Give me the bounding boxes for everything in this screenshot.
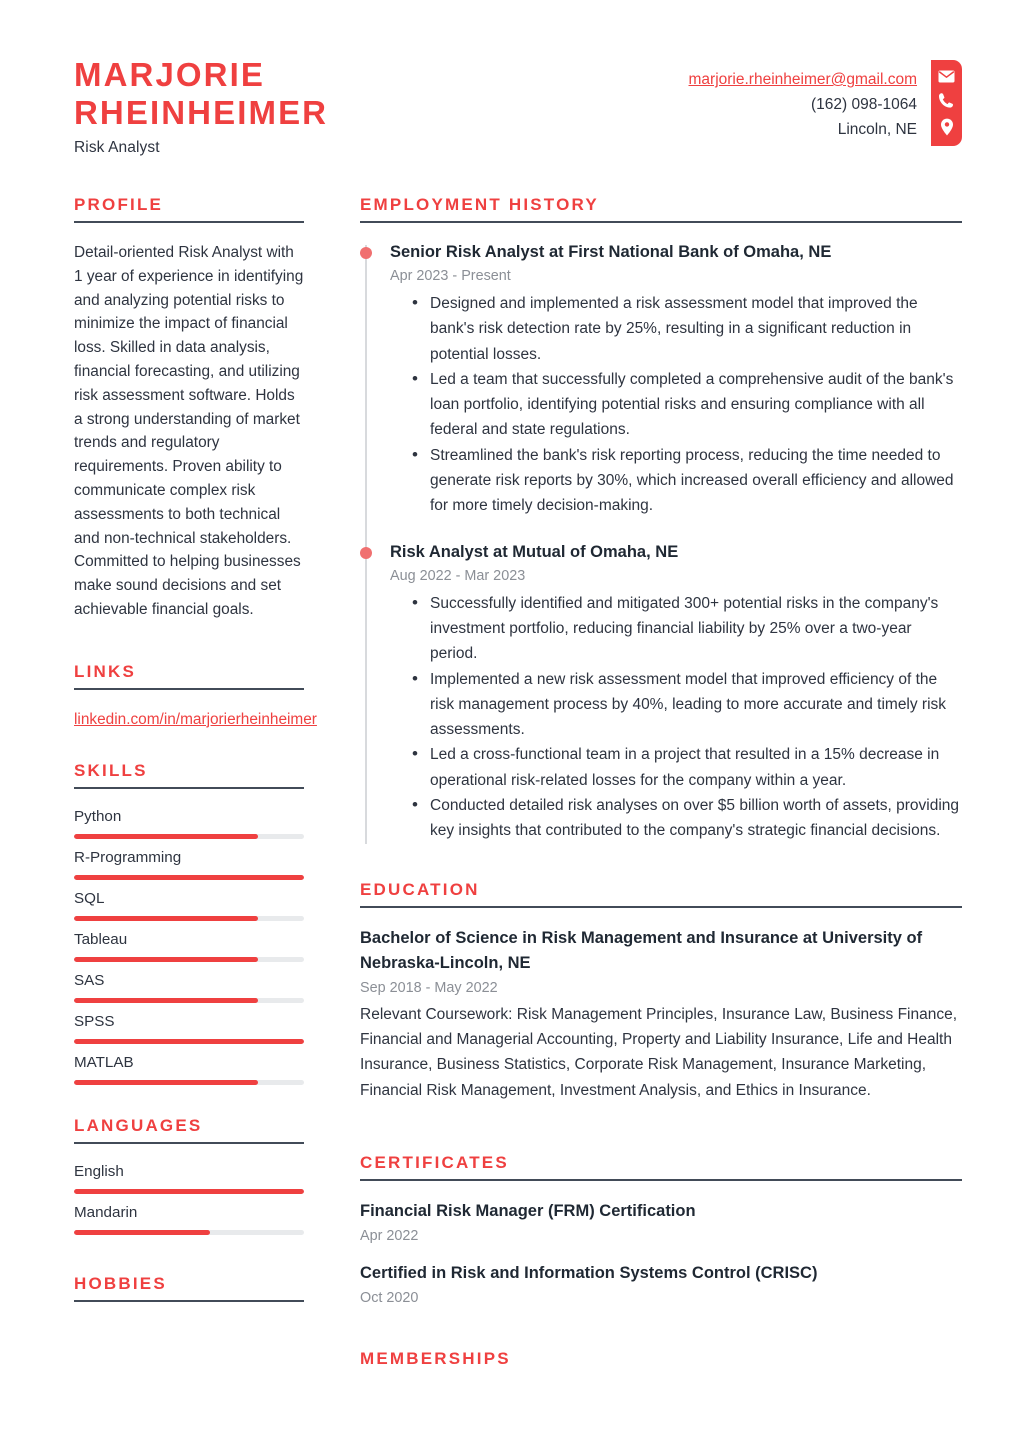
language-row <box>74 1203 304 1235</box>
left-column <box>0 195 330 1375</box>
certificate-title: Financial Risk Manager (FRM) Certification <box>360 1201 696 1220</box>
skill-row <box>74 1053 304 1085</box>
education-date: Sep 2018 - May 2022 <box>360 979 498 996</box>
certificate-date: Apr 2022 <box>360 1227 419 1244</box>
jobs-list <box>390 241 962 844</box>
hobbies-rule <box>74 1300 304 1302</box>
education-description: Relevant Coursework: Risk Management Principles, Insurance Law, Business Finance, Financial and Managerial Accounting, Property and Liability Insurance, Life and Health Insurance, Business Statistics, Corporate Risk Management, Insurance Marketing, Financial Risk Management, Investment Analysis, and Ethics in Insurance. <box>360 1005 958 1099</box>
employment-title: Senior Risk Analyst at First National Bank of Omaha, NE <box>390 243 832 261</box>
employment-bullet: • Conducted detailed risk analyses on over $5 billion worth of assets, providing key insights that contributed to the company's strategic financial decisions. <box>412 793 962 844</box>
section-skills <box>74 761 304 1085</box>
languages-list <box>74 1162 304 1235</box>
spacer <box>74 622 304 662</box>
education-entry <box>360 926 962 1103</box>
skill-row <box>74 1012 304 1044</box>
employment-bullet: • Led a team that successfully completed a comprehensive audit of the bank's loan portfolio, identifying potential risks and ensuring compliance with all federal and state regulations. <box>412 367 962 443</box>
header-contact <box>689 56 1024 146</box>
language-bar-fill <box>74 1230 210 1235</box>
contact-email[interactable]: marjorie.rheinheimer@gmail.com <box>688 71 917 88</box>
certificates-heading: CERTIFICATES <box>360 1152 509 1172</box>
certificate-date: Oct 2020 <box>360 1289 419 1306</box>
resume-header <box>0 0 1024 157</box>
employment-bullet: • Designed and implemented a risk assessment model that improved the bank's risk detection rate by 25%, resulting in a significant reduction in potential losses. <box>412 291 962 367</box>
employment-entry <box>390 241 962 519</box>
employment-bullet: • Implemented a new risk assessment model that improved efficiency of the risk management process by 40%, leading to more accurate and timely risk assessments. <box>412 667 962 743</box>
contact-location: Lincoln, NE <box>837 121 917 138</box>
skill-label: SPSS <box>74 1012 115 1030</box>
skill-label: MATLAB <box>74 1053 134 1071</box>
languages-heading: LANGUAGES <box>74 1115 203 1135</box>
certificate-entry <box>360 1199 962 1247</box>
employment-bullet: • Led a cross-functional team in a project that resulted in a 15% decrease in operational risk-related losses for the company within a year. <box>412 742 962 793</box>
skill-label: SAS <box>74 971 105 989</box>
section-employment <box>360 195 962 844</box>
skills-heading: SKILLS <box>74 760 148 780</box>
links-rule <box>74 688 304 690</box>
employment-rule <box>360 221 962 223</box>
timeline-dot-icon <box>360 547 372 559</box>
certificate-title: Certified in Risk and Information Systems Control (CRISC) <box>360 1263 818 1282</box>
spacer <box>74 1094 304 1116</box>
employment-bullet: • Successfully identified and mitigated 300+ potential risks in the company's investment portfolio, reducing financial liability by 25% over a two-year period. <box>412 591 962 667</box>
skill-row <box>74 889 304 921</box>
skill-bar-fill <box>74 834 258 839</box>
profile-text: Detail-oriented Risk Analyst with 1 year of experience in identifying and analyzing potential risks to minimize the impact of financial loss. Skilled in data analysis, financial forecasting, and utilizing risk assessment software. Holds a strong understanding of market trends and regulatory requirements. Proven ability to communicate complex risk assessments to both technical and non-technical stakeholders. Committed to helping businesses make sound decisions and set achievable financial goals. <box>74 244 304 618</box>
spacer <box>74 731 304 761</box>
skill-row <box>74 971 304 1003</box>
skill-bar-track <box>74 916 304 921</box>
skill-label: SQL <box>74 889 105 907</box>
skill-bar-fill <box>74 1039 304 1044</box>
certificate-entry <box>360 1261 962 1309</box>
links-heading: LINKS <box>74 661 136 681</box>
envelope-icon <box>938 70 955 83</box>
skill-bar-fill <box>74 957 258 962</box>
skill-bar-track <box>74 998 304 1003</box>
language-bar-track <box>74 1230 304 1235</box>
language-bar-fill <box>74 1189 304 1194</box>
spacer <box>360 1323 962 1349</box>
employment-bullet-list <box>390 591 962 844</box>
language-bar-track <box>74 1189 304 1194</box>
spacer <box>360 844 962 880</box>
certificates-rule <box>360 1179 962 1181</box>
languages-rule <box>74 1142 304 1144</box>
skill-row <box>74 930 304 962</box>
spacer <box>74 1244 304 1274</box>
phone-icon <box>938 92 955 109</box>
skill-label: R-Programming <box>74 848 182 866</box>
contact-details <box>689 56 932 142</box>
link-linkedin[interactable]: linkedin.com/in/marjorierheinheimer <box>74 710 317 728</box>
section-languages <box>74 1116 304 1235</box>
education-degree: Bachelor of Science in Risk Management and Insurance at University of Nebraska-Lincoln, NE <box>360 928 923 972</box>
profile-heading: PROFILE <box>74 195 164 214</box>
skills-rule <box>74 787 304 789</box>
skill-bar-fill <box>74 875 304 880</box>
resume-body <box>0 195 1024 1375</box>
spacer <box>360 1117 962 1153</box>
language-label: English <box>74 1162 124 1180</box>
section-memberships <box>360 1349 962 1375</box>
timeline-dot-icon <box>360 247 372 259</box>
section-hobbies <box>74 1274 304 1302</box>
contact-icon-badge <box>931 60 962 146</box>
employment-bullet: • Streamlined the bank's risk reporting process, reducing the time needed to generate risk reports by 30%, which increased overall efficiency and allowed for more timely decision-making. <box>412 443 962 519</box>
employment-entry <box>390 541 962 844</box>
name-line-1: MARJORIE <box>74 56 265 93</box>
location-pin-icon <box>940 118 954 136</box>
skill-bar-track <box>74 875 304 880</box>
skill-row <box>74 807 304 839</box>
section-links <box>74 661 317 731</box>
employment-heading: EMPLOYMENT HISTORY <box>360 195 599 214</box>
profile-rule <box>74 221 304 223</box>
language-row <box>74 1162 304 1194</box>
employment-date: Aug 2022 - Mar 2023 <box>390 567 526 584</box>
skill-label: Python <box>74 807 122 825</box>
hobbies-heading: HOBBIES <box>74 1273 167 1293</box>
skill-bar-track <box>74 1080 304 1085</box>
skill-bar-track <box>74 1039 304 1044</box>
employment-date: Apr 2023 - Present <box>390 268 511 284</box>
education-rule <box>360 906 962 908</box>
skill-row <box>74 848 304 880</box>
right-column <box>330 195 1024 1375</box>
memberships-heading: MEMBERSHIPS <box>360 1348 511 1368</box>
section-certificates <box>360 1153 962 1309</box>
contact-phone: (162) 098-1064 <box>811 96 917 113</box>
skill-label: Tableau <box>74 930 128 948</box>
section-education <box>360 880 962 1103</box>
certificates-list <box>360 1199 962 1309</box>
job-title: Risk Analyst <box>74 139 160 156</box>
skill-bar-fill <box>74 916 258 921</box>
skill-bar-fill <box>74 998 258 1003</box>
language-label: Mandarin <box>74 1203 138 1221</box>
education-heading: EDUCATION <box>360 879 480 899</box>
employment-title: Risk Analyst at Mutual of Omaha, NE <box>390 542 679 561</box>
employment-timeline <box>360 241 962 844</box>
section-profile <box>74 195 304 622</box>
skill-bar-fill <box>74 1080 258 1085</box>
skill-bar-track <box>74 957 304 962</box>
skill-bar-track <box>74 834 304 839</box>
employment-bullet-list <box>390 291 962 519</box>
timeline-line <box>365 245 367 844</box>
skills-list <box>74 807 304 1085</box>
education-list <box>360 926 962 1103</box>
name-line-2: RHEINHEIMER <box>74 94 329 131</box>
header-identity <box>0 56 328 157</box>
